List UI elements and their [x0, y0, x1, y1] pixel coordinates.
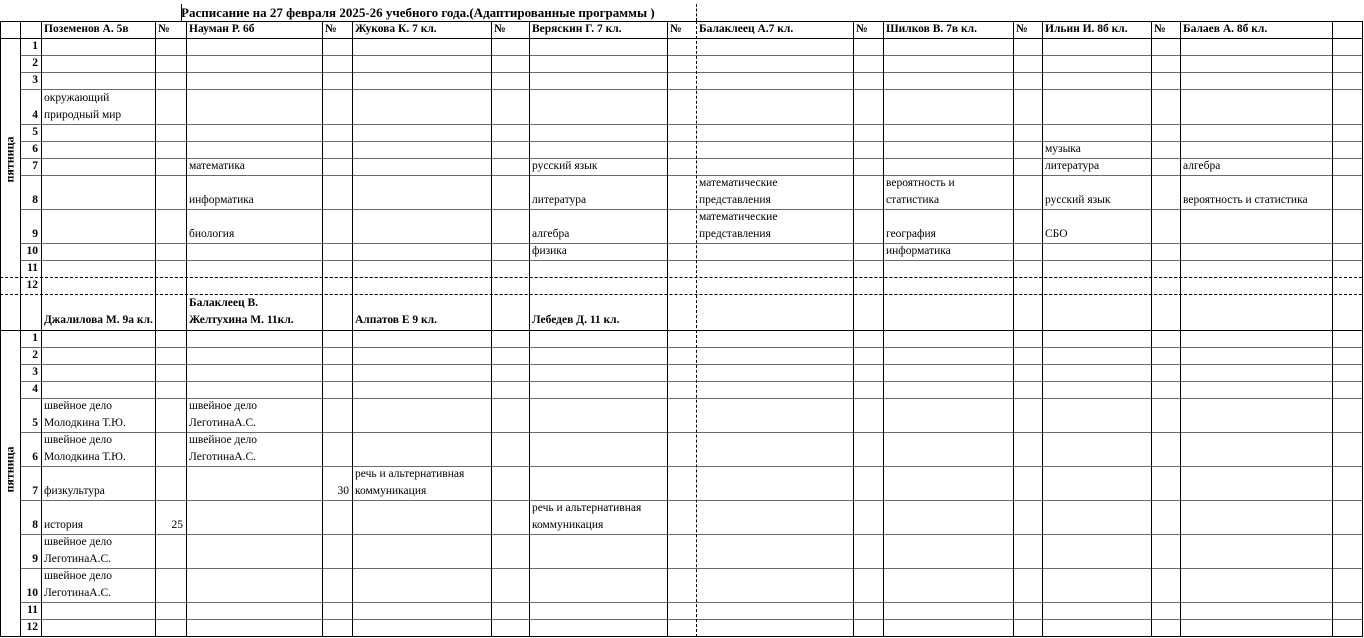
- lesson-cell: информатика: [886, 245, 951, 257]
- lesson-cell: литература: [532, 194, 587, 206]
- grid-line: [1362, 21, 1363, 637]
- teacher-header: Ильин И. 8б кл.: [1045, 23, 1128, 35]
- grid-line: [491, 21, 492, 637]
- grid-line: [1042, 21, 1043, 637]
- period-number: 4: [32, 109, 38, 121]
- lesson-cell: швейное дело ЛеготинаА.С.: [44, 570, 112, 599]
- grid-line: [20, 209, 1362, 210]
- grid-line: [20, 466, 1362, 467]
- lesson-cell: математика: [189, 160, 245, 172]
- grid-line: [20, 243, 1362, 244]
- lesson-cell: швейное дело Молодкина Т.Ю.: [44, 434, 126, 463]
- period-number: 1: [32, 332, 38, 344]
- period-number: 2: [32, 349, 38, 361]
- grid-line: [20, 89, 1362, 90]
- lesson-cell: швейное дело ЛеготинаА.С.: [189, 434, 257, 463]
- grid-line: [20, 347, 1362, 348]
- teacher-header: Веряскин Г. 7 кл.: [532, 23, 622, 35]
- lesson-cell: математические представления: [699, 177, 778, 206]
- number-header: №: [1154, 23, 1166, 35]
- period-number: 9: [32, 553, 38, 565]
- grid-line: [20, 364, 1362, 365]
- period-number: 3: [32, 74, 38, 86]
- grid-line: [352, 21, 353, 637]
- grid-line: [20, 260, 1362, 261]
- period-number: 7: [32, 160, 38, 172]
- grid-line: [20, 175, 1362, 176]
- lesson-cell: биология: [189, 228, 235, 240]
- period-number: 5: [32, 417, 38, 429]
- lesson-cell: физкультура: [44, 485, 105, 497]
- student-header: Алпатов Е 9 кл.: [355, 314, 438, 326]
- period-number: 8: [32, 194, 38, 206]
- lesson-cell: окружающий природный мир: [44, 92, 122, 121]
- grid-line: [1180, 21, 1181, 637]
- lesson-cell: математические представления: [699, 211, 778, 240]
- grid-line: [667, 21, 668, 637]
- grid-line: [186, 21, 187, 637]
- grid-line: [529, 21, 530, 637]
- period-number: 6: [32, 143, 38, 155]
- room-number: 25: [171, 519, 183, 531]
- student-header: Лебедев Д. 11 кл.: [532, 314, 620, 326]
- period-number: 12: [26, 621, 38, 633]
- grid-line: [0, 330, 1362, 331]
- lesson-cell: швейное дело ЛеготинаА.С.: [44, 536, 112, 565]
- grid-line: [883, 21, 884, 637]
- lesson-cell: алгебра: [1183, 160, 1221, 172]
- teacher-header: Жукова К. 7 кл.: [355, 23, 437, 35]
- student-header: Балаклеец В. Желтухина М. 11кл.: [189, 297, 294, 326]
- teacher-header: Науман Р. 6б: [189, 23, 255, 35]
- grid-line: [1013, 21, 1014, 637]
- grid-line: [20, 381, 1362, 382]
- number-header: №: [325, 23, 337, 35]
- lesson-cell: география: [886, 228, 936, 240]
- number-header: №: [158, 23, 170, 35]
- lesson-cell: речь и альтернативная коммуникация: [532, 502, 642, 531]
- lesson-cell: литература: [1045, 160, 1100, 172]
- grid-line: [0, 636, 1362, 637]
- lesson-cell: информатика: [189, 194, 254, 206]
- lesson-cell: швейное дело ЛеготинаА.С.: [189, 400, 257, 429]
- grid-line: [696, 21, 697, 637]
- period-number: 3: [32, 366, 38, 378]
- grid-line: [20, 500, 1362, 501]
- grid-line: [20, 568, 1362, 569]
- grid-line: [20, 55, 1362, 56]
- lesson-cell: музыка: [1045, 143, 1081, 155]
- lesson-cell: СБО: [1045, 228, 1068, 240]
- day-label-top: пятница: [2, 136, 17, 183]
- period-number: 4: [32, 383, 38, 395]
- grid-line: [20, 602, 1362, 603]
- lesson-cell: история: [44, 519, 84, 531]
- grid-line: [20, 619, 1362, 620]
- grid-line: [0, 277, 1362, 278]
- lesson-cell: речь и альтернативная коммуникация: [355, 468, 465, 497]
- period-number: 12: [26, 279, 38, 291]
- grid-line: [1332, 21, 1333, 637]
- lesson-cell: физика: [532, 245, 567, 257]
- period-number: 1: [32, 40, 38, 52]
- period-number: 2: [32, 57, 38, 69]
- grid-line: [0, 21, 1, 637]
- teacher-header: Балаев А. 8б кл.: [1183, 23, 1268, 35]
- period-number: 9: [32, 228, 38, 240]
- period-number: 6: [32, 451, 38, 463]
- grid-line: [20, 534, 1362, 535]
- grid-line: [1151, 21, 1152, 637]
- lesson-cell: вероятность и статистика: [1183, 194, 1308, 206]
- grid-line: [696, 4, 697, 21]
- number-header: №: [670, 23, 682, 35]
- lesson-cell: швейное дело Молодкина Т.Ю.: [44, 400, 126, 429]
- grid-line: [41, 21, 42, 637]
- teacher-header: Поземенов А. 5в: [44, 23, 129, 35]
- student-header: Джалилова М. 9а кл.: [44, 314, 153, 326]
- teacher-header: Шилков В. 7в кл.: [886, 23, 977, 35]
- period-number: 8: [32, 519, 38, 531]
- grid-line: [322, 21, 323, 637]
- number-header: №: [856, 23, 868, 35]
- period-number: 7: [32, 485, 38, 497]
- grid-line: [20, 124, 1362, 125]
- lesson-cell: вероятность и статистика: [886, 177, 955, 206]
- grid-line: [155, 21, 156, 637]
- lesson-cell: русский язык: [1045, 194, 1111, 206]
- grid-line: [20, 72, 1362, 73]
- room-number: 30: [337, 485, 349, 497]
- schedule-title: Расписание на 27 февраля 2025-26 учебного года.(Адаптированные программы ): [181, 5, 655, 20]
- grid-line: [0, 38, 1362, 39]
- grid-line: [853, 21, 854, 637]
- lesson-cell: алгебра: [532, 228, 570, 240]
- period-number: 10: [26, 587, 38, 599]
- number-header: №: [494, 23, 506, 35]
- day-label-bottom: пятница: [2, 446, 17, 493]
- number-header: №: [1016, 23, 1028, 35]
- period-number: 10: [26, 245, 38, 257]
- grid-line: [181, 4, 182, 21]
- period-number: 11: [27, 604, 38, 616]
- period-number: 5: [32, 126, 38, 138]
- period-number: 11: [27, 262, 38, 274]
- lesson-cell: русский язык: [532, 160, 598, 172]
- teacher-header: Балаклеец А.7 кл.: [699, 23, 794, 35]
- grid-line: [20, 141, 1362, 142]
